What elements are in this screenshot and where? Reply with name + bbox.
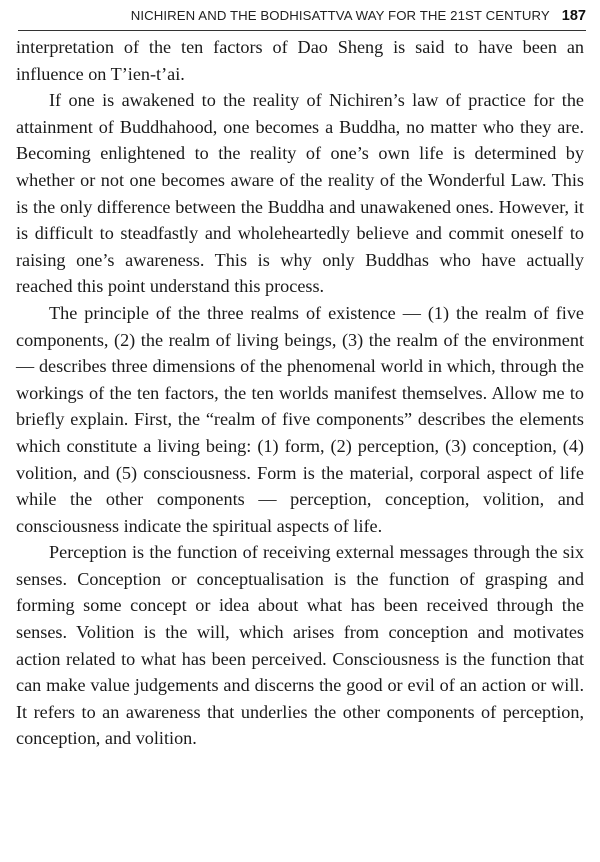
paragraph: The principle of the three realms of existence — (1) the realm of five components, (2) the realm of living beings, (3) the realm of the environment — describes three dimensions of the phenomenal world in which, through the workings of the ten factors, the ten worlds manifest themselves. Allow me to briefly explain. First, the “realm of five components” describes the elements which constitute a living being: (1) form, (2) perception, (3) conception, (4) volition, and (5) consciousness. Form is the material, corporal aspect of life while the other components — perception, conception, volition, and consciousness indicate the spiritual aspects of life. [16, 302, 584, 536]
running-head [18, 8, 586, 24]
paragraph: If one is awakened to the reality of Nichiren’s law of practice for the attainment of Buddhahood, one becomes a Buddha, no matter who they are. Becoming enlightened to the reality of one’s own life is determined by whether or not one becomes aware of the reality of the Wonderful Law. This is the only difference between the Buddha and unawakened ones. However, it is difficult to steadfastly and wholeheartedly believe and commit oneself to raising one’s awareness. This is why only Buddhas who have actually reached this point understand this process. [16, 90, 584, 297]
header-rule [18, 30, 586, 31]
paragraph: Perception is the function of receiving external messages through the six senses. Conception or conceptualisation is the function of grasping and forming some concept or idea about what has been received through the senses. Volition is the will, which arises from conception and motivates action related to what has been perceived. Consciousness is the function that can make value judgements and discerns the good or evil of an action or will. It refers to an awareness that underlies the other components of perception, conception, and volition. [16, 542, 584, 749]
page-number: 187 [561, 8, 586, 24]
paragraph-continuation: interpretation of the ten factors of Dao Sheng is said to have been an influence on T’ien-t’ai. [16, 37, 584, 84]
running-title: NICHIREN AND THE BODHISATTVA WAY FOR THE 21ST CENTURY [130, 8, 550, 23]
body-text [16, 34, 584, 752]
